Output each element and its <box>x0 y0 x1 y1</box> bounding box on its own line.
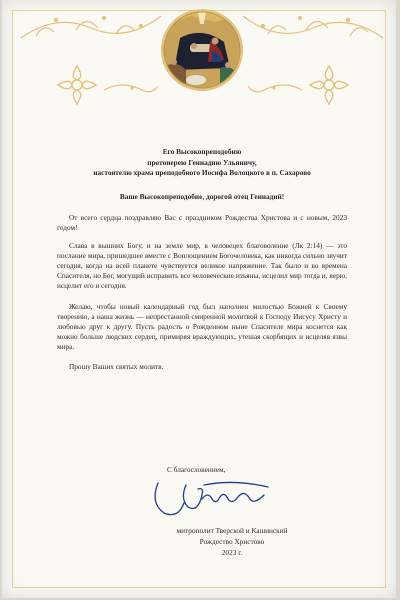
signer-title: митрополит Тверской и Кашинский <box>176 526 288 535</box>
addressee-block <box>57 147 347 179</box>
left-rosette-icon <box>54 62 100 108</box>
signer-year: 2023 г. <box>221 548 243 557</box>
blessing-line: С благословением, <box>167 465 226 474</box>
paragraph: Желаю, чтобы новый календарный год был наполнен милостью Божией к Своему творению, а наша жизнь — непрестанной смиренной молитвой к Господу Иисусу Христу и любовью друг к другу. Пусть радость о Рожденном ныне Спасителе мира коснется как можно больше людских сердец, примиряя враждующих, утешая скорбящих и исцеляя язвы мира. <box>57 301 347 351</box>
right-flourish-icon <box>246 80 304 100</box>
paragraph: От всего сердца поздравляю Вас с праздником Рождества Христова и с новым, 2023 годом! <box>57 212 347 232</box>
letter-body <box>57 147 347 372</box>
letter-sheet <box>2 0 396 598</box>
salutation: Ваше Высокопреподобие, дорогой отец Геннадий! <box>119 191 285 201</box>
top-right-ornament-icon <box>238 8 388 48</box>
left-flourish-icon <box>102 80 160 100</box>
nativity-icon <box>160 8 244 92</box>
signer-occasion: Рождество Христово <box>199 537 265 546</box>
signer-block <box>152 525 312 558</box>
top-left-ornament-icon <box>16 8 166 48</box>
paragraph: Прошу Ваших святых молитв. <box>69 362 164 371</box>
paragraph: Слава в вышних Богу, и на земле мир, в человецех благоволение (Лк 2:14) — это послание мира, пришедшее вместе с Воплощением Богочеловека, как никогда сильно звучит сегодня, когда на всей планете чувствуется великое напряжение. Так было и во времена Спасителя, но Бог, могущий исправить все человеческие изъяны, исцелил мир тогда и, верю, исцелит его и сегодня. <box>57 241 347 291</box>
addressee-line: Его Высокопреподобию <box>162 147 242 156</box>
addressee-line: настоятелю храма преподобного Иосифа Волоцкого в п. Сахарово <box>93 168 311 178</box>
handwritten-signature <box>144 473 284 521</box>
right-rosette-icon <box>306 62 352 108</box>
addressee-line: протоиерею Геннадию Ульяничу, <box>147 157 257 167</box>
